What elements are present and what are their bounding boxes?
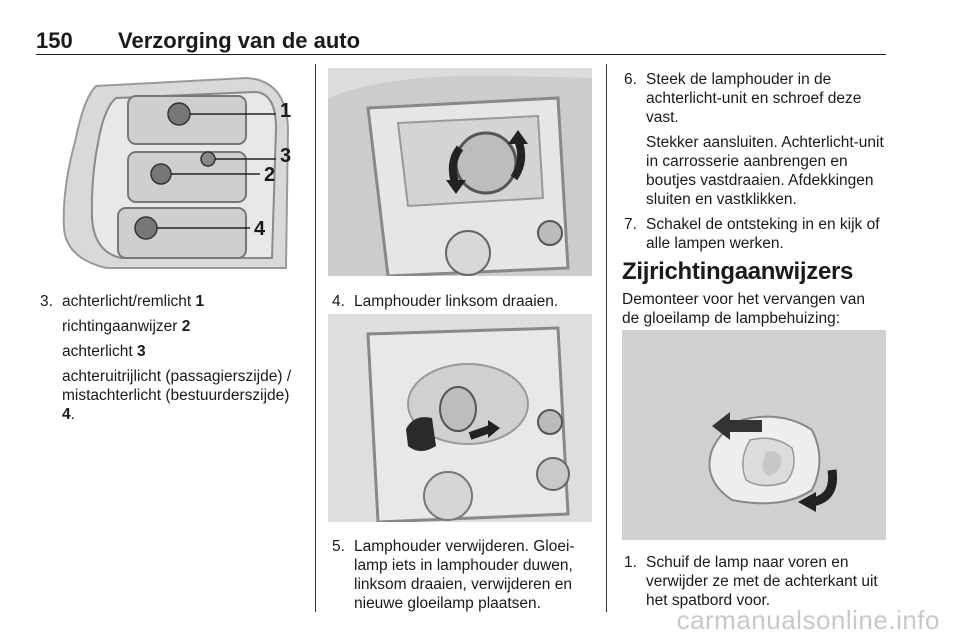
- step-6-text: Steek de lamphouder in de achterlicht-unit en schroef deze vast.: [646, 71, 862, 126]
- col2-step-5: [332, 537, 594, 613]
- figure-side-indicator: [622, 330, 886, 540]
- item-3-number: 3.: [40, 293, 53, 310]
- step-1-text: Schuif de lamp naar voren en verwijder ze met de achterkant uit het spatbord voor.: [646, 554, 878, 609]
- step-4-number: 4.: [332, 293, 345, 310]
- item-3-line2-ref: 2: [181, 318, 191, 335]
- step-5-number: 5.: [332, 538, 345, 555]
- chapter-title: Verzorging van de auto: [118, 28, 361, 53]
- callout-3: 3: [280, 145, 292, 167]
- step-5-text: Lamphouder verwijderen. Gloeilamp iets in lamphouder duwen, linksom draaien, verwijderen en nieuwe gloeilamp plaatsen.: [354, 538, 575, 612]
- section-intro: Demonteer voor het vervangen van de gloeilamp de lampbehuizing:: [622, 291, 865, 327]
- item-3-line4-ref: 4: [62, 406, 71, 423]
- watermark: carmanualsonline.info: [676, 605, 940, 635]
- figure-remove-bulb: [328, 314, 592, 522]
- column-divider-left: [315, 64, 316, 612]
- step-6-number: 6.: [624, 71, 637, 88]
- page-header: [36, 28, 886, 55]
- step-4-text: Lamphouder linksom draaien.: [354, 293, 559, 310]
- col1-item-3: 3. achterlicht/remlicht 1 richtingaanwijzer 2 achterlicht 3 achteruitrijlicht (passagierszijde) / mistachterlicht (bestuurderszijde) 4.: [40, 293, 292, 423]
- callout-1: 1: [280, 100, 292, 122]
- step-1-number: 1.: [624, 554, 637, 571]
- step-7-text: Schakel de ontsteking in en kijk of alle lampen werken.: [646, 216, 880, 252]
- item-3-line1-text: achterlicht/remlicht: [62, 293, 196, 310]
- column-divider-right: [606, 64, 607, 612]
- col3-step-6: [624, 70, 886, 253]
- page-number: 150: [36, 28, 73, 53]
- item-3-line3-text: achterlicht: [62, 343, 137, 360]
- figure-tail-light-unit: [36, 68, 298, 276]
- figure-rotate-lamp-holder: [328, 68, 592, 276]
- callout-4: 4: [254, 218, 266, 240]
- item-3-line1-ref: 1: [195, 293, 205, 310]
- item-3-line3-ref: 3: [136, 343, 146, 360]
- col3-step-1: [624, 553, 888, 610]
- item-3-line4-text: achteruitrijlicht (passagierszijde) / mistachterlicht (bestuurderszijde): [62, 368, 292, 404]
- section-heading: Zijrichtingaanwijzers: [622, 258, 854, 285]
- item-3-line2-text: richtingaanwijzer: [62, 318, 182, 335]
- step-7-number: 7.: [624, 216, 637, 233]
- callout-2: 2: [264, 164, 276, 186]
- step-6-sub: Stekker aansluiten. Achterlicht-unit in carrosserie aanbrengen en boutjes vastdraaien. Afdekkingen sluiten en vastklikken.: [646, 134, 884, 208]
- col2-step-4: [332, 292, 596, 311]
